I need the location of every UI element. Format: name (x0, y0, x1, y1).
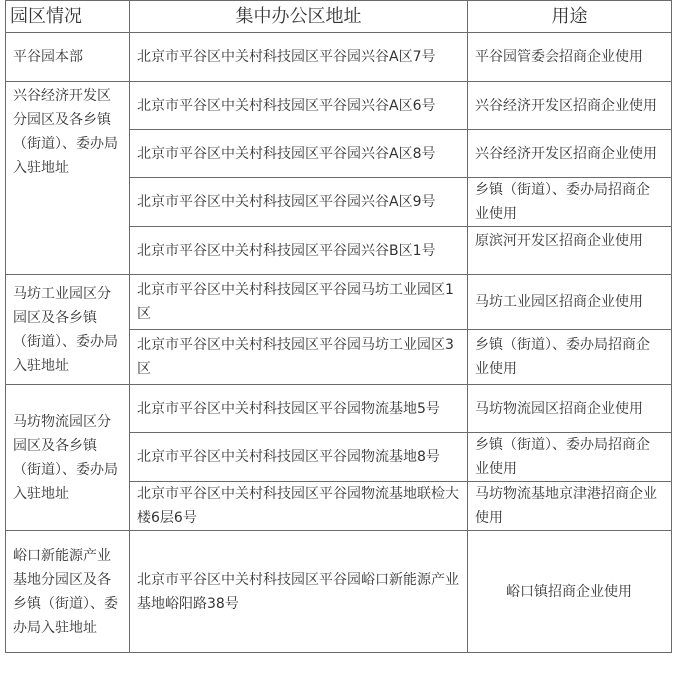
table-row (6, 275, 672, 330)
usage-cell: 马坊物流基地京津港招商企业使用 (468, 482, 672, 531)
zone-cell: 兴谷经济开发区分园区及各乡镇（街道）、委办局入驻地址 (6, 82, 130, 275)
usage-cell: 乡镇（街道）、委办局招商企业使用 (468, 330, 672, 385)
usage-cell: 兴谷经济开发区招商企业使用 (468, 130, 672, 178)
table-row (6, 385, 672, 433)
address-cell: 北京市平谷区中关村科技园区平谷园物流基地8号 (130, 433, 468, 482)
usage-cell: 原滨河开发区招商企业使用 (468, 227, 672, 275)
address-cell: 北京市平谷区中关村科技园区平谷园马坊工业园区3区 (130, 330, 468, 385)
office-address-table (5, 0, 672, 653)
address-cell: 北京市平谷区中关村科技园区平谷园兴谷A区7号 (130, 33, 468, 82)
table-row (6, 82, 672, 130)
address-cell: 北京市平谷区中关村科技园区平谷园物流基地联检大楼6层6号 (130, 482, 468, 531)
zone-cell: 峪口新能源产业基地分园区及各乡镇（街道）、委办局入驻地址 (6, 531, 130, 653)
address-cell: 北京市平谷区中关村科技园区平谷园兴谷A区6号 (130, 82, 468, 130)
table-row (6, 33, 672, 82)
table-row (6, 531, 672, 653)
usage-cell: 乡镇（街道）、委办局招商企业使用 (468, 178, 672, 227)
usage-cell: 马坊工业园区招商企业使用 (468, 275, 672, 330)
address-cell: 北京市平谷区中关村科技园区平谷园兴谷B区1号 (130, 227, 468, 275)
header-address: 集中办公区地址 (130, 1, 468, 33)
header-row (6, 1, 672, 33)
zone-cell: 平谷园本部 (6, 33, 130, 82)
address-cell: 北京市平谷区中关村科技园区平谷园物流基地5号 (130, 385, 468, 433)
address-cell: 北京市平谷区中关村科技园区平谷园兴谷A区9号 (130, 178, 468, 227)
usage-cell: 乡镇（街道）、委办局招商企业使用 (468, 433, 672, 482)
zone-cell: 马坊物流园区分园区及各乡镇（街道）、委办局入驻地址 (6, 385, 130, 531)
usage-cell: 兴谷经济开发区招商企业使用 (468, 82, 672, 130)
header-usage: 用途 (468, 1, 672, 33)
usage-cell: 马坊物流园区招商企业使用 (468, 385, 672, 433)
header-zone: 园区情况 (6, 1, 130, 33)
address-cell: 北京市平谷区中关村科技园区平谷园峪口新能源产业基地峪阳路38号 (130, 531, 468, 653)
usage-cell: 平谷园管委会招商企业使用 (468, 33, 672, 82)
address-cell: 北京市平谷区中关村科技园区平谷园兴谷A区8号 (130, 130, 468, 178)
usage-cell: 峪口镇招商企业使用 (468, 531, 672, 653)
address-cell: 北京市平谷区中关村科技园区平谷园马坊工业园区1区 (130, 275, 468, 330)
zone-cell: 马坊工业园区分园区及各乡镇（街道）、委办局入驻地址 (6, 275, 130, 385)
